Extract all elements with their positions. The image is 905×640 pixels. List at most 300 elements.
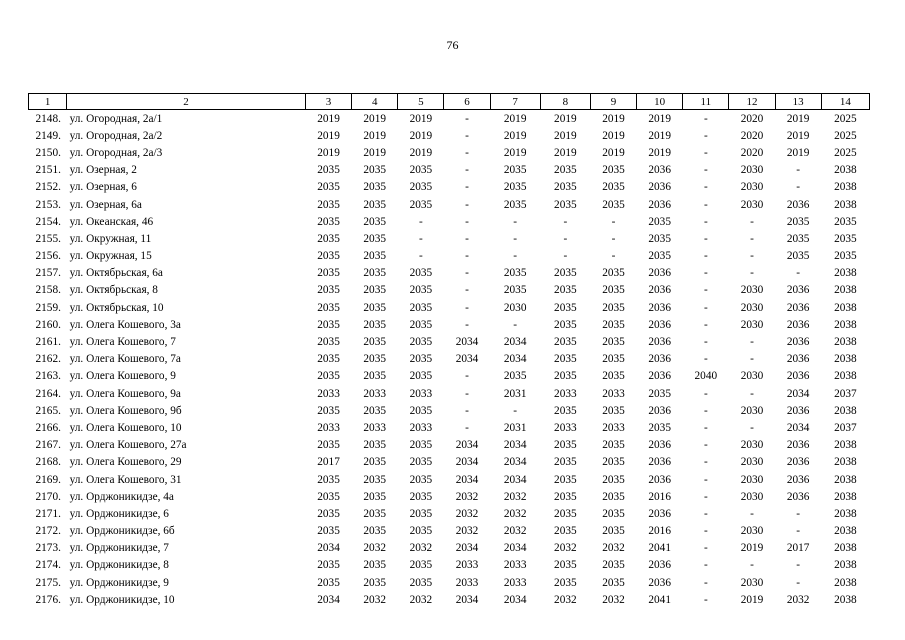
year-cell: - <box>750 215 754 228</box>
year-cell: 2035 <box>317 439 340 452</box>
year-cell: - <box>703 490 708 503</box>
address-cell: ул. Орджоникидзе, 6 <box>69 507 169 520</box>
year-cell: 2035 <box>363 164 386 177</box>
year-cell: 2036 <box>648 404 671 417</box>
register-table <box>28 93 870 608</box>
year-cell: 2035 <box>409 404 433 417</box>
year-cell: 2035 <box>409 267 433 280</box>
row-number-cell: 2168. <box>35 456 61 469</box>
row-number-cell: 2176. <box>35 593 61 606</box>
table-row <box>29 574 870 591</box>
row-number-cell: 2154. <box>35 215 61 228</box>
year-cell: 2035 <box>409 318 433 331</box>
column-header-10: 10 <box>637 94 683 110</box>
year-cell: 2025 <box>834 146 857 159</box>
year-cell: 2034 <box>503 593 527 606</box>
year-cell: 2035 <box>786 250 810 263</box>
address-cell: ул. Олега Кошевого, 29 <box>69 456 182 469</box>
year-cell: - <box>796 525 801 538</box>
address-cell: ул. Олега Кошевого, 7а <box>69 353 181 366</box>
year-cell: 2036 <box>786 456 810 469</box>
year-cell: - <box>703 559 708 572</box>
row-number-cell: 2170. <box>35 490 61 503</box>
year-cell: 2035 <box>834 215 857 228</box>
row-number-cell: 2169. <box>35 473 61 486</box>
year-cell: 2019 <box>317 112 340 125</box>
year-cell: 2036 <box>648 507 671 520</box>
year-cell: 2035 <box>317 370 340 383</box>
table-row <box>29 248 870 265</box>
year-cell: - <box>703 250 708 263</box>
table-row <box>29 540 870 557</box>
address-cell: ул. Озерная, 2 <box>69 164 137 177</box>
year-cell: - <box>465 421 469 434</box>
table-row <box>29 402 870 419</box>
year-cell: 2035 <box>602 507 625 520</box>
year-cell: 2038 <box>834 507 857 520</box>
year-cell: 2035 <box>363 318 386 331</box>
address-cell: ул. Олега Кошевого, 31 <box>69 473 182 486</box>
year-cell: 2019 <box>409 112 433 125</box>
year-cell: 2035 <box>602 370 625 383</box>
row-number-cell: 2166. <box>35 421 61 434</box>
table-row <box>29 505 870 522</box>
year-cell: 2033 <box>554 421 577 434</box>
table-row <box>29 454 870 471</box>
year-cell: 2035 <box>363 559 386 572</box>
address-cell: ул. Орджоникидзе, 8 <box>69 559 169 572</box>
address-cell: ул. Орджоникидзе, 10 <box>69 593 175 606</box>
address-cell: ул. Олега Кошевого, 10 <box>69 421 182 434</box>
address-cell: ул. Озерная, 6 <box>69 181 137 194</box>
row-number-cell: 2153. <box>35 198 61 211</box>
year-cell: 2035 <box>602 181 625 194</box>
table-row <box>29 419 870 436</box>
year-cell: 2035 <box>554 404 577 417</box>
year-cell: 2038 <box>834 164 857 177</box>
year-cell: 2035 <box>317 318 340 331</box>
row-number-cell: 2149. <box>35 129 61 142</box>
year-cell: 2030 <box>740 490 764 503</box>
column-header-11: 11 <box>683 94 729 110</box>
year-cell: 2035 <box>648 250 671 263</box>
year-cell: 2020 <box>740 129 764 142</box>
year-cell: - <box>703 525 708 538</box>
year-cell: 2032 <box>363 542 386 555</box>
year-cell: 2034 <box>455 439 479 452</box>
year-cell: - <box>513 250 518 263</box>
table-body <box>29 110 870 609</box>
year-cell: 2035 <box>503 267 527 280</box>
year-cell: 2035 <box>554 284 577 297</box>
column-header-12: 12 <box>729 94 775 110</box>
column-header-7: 7 <box>490 94 540 110</box>
year-cell: - <box>750 353 754 366</box>
row-number-cell: 2167. <box>35 439 61 452</box>
year-cell: 2033 <box>602 421 625 434</box>
year-cell: 2035 <box>363 576 386 589</box>
year-cell: 2036 <box>648 318 671 331</box>
year-cell: 2034 <box>317 542 340 555</box>
column-header-3: 3 <box>305 94 351 110</box>
column-header-5: 5 <box>398 94 444 110</box>
year-cell: 2035 <box>409 164 433 177</box>
year-cell: 2033 <box>317 421 340 434</box>
address-cell: ул. Окружная, 15 <box>69 250 152 263</box>
year-cell: 2038 <box>834 301 857 314</box>
row-number-cell: 2164. <box>35 387 61 400</box>
row-number-cell: 2161. <box>35 336 61 349</box>
row-number-cell: 2160. <box>35 318 61 331</box>
year-cell: 2034 <box>503 456 527 469</box>
address-cell: ул. Октябрьская, 6а <box>69 267 163 280</box>
year-cell: 2035 <box>503 181 527 194</box>
address-cell: ул. Олега Кошевого, 9а <box>69 387 181 400</box>
year-cell: 2035 <box>554 576 577 589</box>
year-cell: 2036 <box>786 284 810 297</box>
year-cell: 2035 <box>554 370 577 383</box>
year-cell: 2019 <box>503 129 527 142</box>
year-cell: 2035 <box>363 490 386 503</box>
year-cell: 2035 <box>602 318 625 331</box>
year-cell: 2035 <box>602 267 625 280</box>
year-cell: 2035 <box>409 198 433 211</box>
year-cell: 2032 <box>503 525 527 538</box>
year-cell: 2036 <box>786 336 810 349</box>
year-cell: 2035 <box>363 232 386 245</box>
year-cell: - <box>465 112 469 125</box>
year-cell: 2036 <box>648 336 671 349</box>
year-cell: 2038 <box>834 456 857 469</box>
year-cell: 2035 <box>602 525 625 538</box>
table-row <box>29 213 870 230</box>
year-cell: 2030 <box>740 576 764 589</box>
year-cell: 2034 <box>455 353 479 366</box>
table-row <box>29 230 870 247</box>
year-cell: 2036 <box>786 198 810 211</box>
year-cell: 2035 <box>554 559 577 572</box>
address-cell: ул. Огородная, 2а/2 <box>69 129 163 142</box>
year-cell: 2035 <box>409 473 433 486</box>
row-number-cell: 2171. <box>35 507 61 520</box>
year-cell: 2019 <box>602 112 625 125</box>
year-cell: - <box>750 421 754 434</box>
year-cell: 2035 <box>602 301 625 314</box>
year-cell: 2035 <box>602 353 625 366</box>
year-cell: 2030 <box>740 198 764 211</box>
year-cell: 2035 <box>363 370 386 383</box>
year-cell: 2035 <box>602 456 625 469</box>
year-cell: 2034 <box>503 353 527 366</box>
year-cell: 2033 <box>554 387 577 400</box>
year-cell: - <box>465 267 469 280</box>
year-cell: 2035 <box>363 507 386 520</box>
year-cell: 2033 <box>503 576 527 589</box>
year-cell: 2035 <box>554 353 577 366</box>
year-cell: 2019 <box>317 129 340 142</box>
address-cell: ул. Окружная, 11 <box>69 232 152 245</box>
table-row <box>29 179 870 196</box>
year-cell: 2038 <box>834 542 857 555</box>
year-cell: 2036 <box>648 456 671 469</box>
year-cell: - <box>703 215 708 228</box>
year-cell: 2025 <box>834 129 857 142</box>
year-cell: 2035 <box>409 559 433 572</box>
year-cell: 2036 <box>786 404 810 417</box>
year-cell: 2035 <box>317 336 340 349</box>
table-row <box>29 282 870 299</box>
year-cell: 2033 <box>455 576 479 589</box>
row-number-cell: 2148. <box>35 112 61 125</box>
year-cell: - <box>796 181 801 194</box>
year-cell: 2019 <box>786 129 810 142</box>
address-cell: ул. Олега Кошевого, 3а <box>69 318 181 331</box>
year-cell: 2035 <box>602 336 625 349</box>
year-cell: - <box>796 164 801 177</box>
year-cell: 2038 <box>834 473 857 486</box>
year-cell: 2035 <box>648 421 671 434</box>
year-cell: 2032 <box>409 542 433 555</box>
year-cell: 2025 <box>834 112 857 125</box>
year-cell: 2035 <box>317 232 340 245</box>
year-cell: 2019 <box>602 129 625 142</box>
year-cell: 2035 <box>554 164 577 177</box>
row-number-cell: 2159. <box>35 301 61 314</box>
year-cell: 2038 <box>834 353 857 366</box>
year-cell: 2019 <box>317 146 340 159</box>
column-header-14: 14 <box>821 94 869 110</box>
year-cell: 2035 <box>317 490 340 503</box>
year-cell: - <box>796 559 801 572</box>
year-cell: 2019 <box>554 112 577 125</box>
year-cell: 2030 <box>740 164 764 177</box>
year-cell: 2035 <box>554 507 577 520</box>
table-row <box>29 162 870 179</box>
table-row <box>29 299 870 316</box>
year-cell: - <box>703 284 708 297</box>
year-cell: 2038 <box>834 198 857 211</box>
year-cell: - <box>465 318 469 331</box>
year-cell: - <box>465 284 469 297</box>
year-cell: 2036 <box>786 318 810 331</box>
address-cell: ул. Октябрьская, 10 <box>69 301 164 314</box>
year-cell: 2038 <box>834 490 857 503</box>
year-cell: 2032 <box>602 542 625 555</box>
year-cell: 2035 <box>317 164 340 177</box>
year-cell: 2035 <box>554 473 577 486</box>
year-cell: - <box>513 404 518 417</box>
year-cell: 2038 <box>834 370 857 383</box>
year-cell: 2035 <box>554 336 577 349</box>
year-cell: - <box>465 404 469 417</box>
year-cell: 2036 <box>648 198 671 211</box>
year-cell: - <box>513 318 518 331</box>
year-cell: 2035 <box>363 198 386 211</box>
year-cell: 2037 <box>834 421 857 434</box>
year-cell: 2035 <box>554 525 577 538</box>
year-cell: 2038 <box>834 576 857 589</box>
year-cell: 2020 <box>740 112 764 125</box>
table-row <box>29 591 870 608</box>
year-cell: 2019 <box>602 146 625 159</box>
year-cell: 2035 <box>317 353 340 366</box>
year-cell: 2030 <box>740 370 764 383</box>
year-cell: - <box>703 473 708 486</box>
year-cell: - <box>465 164 469 177</box>
year-cell: 2019 <box>363 112 386 125</box>
year-cell: 2035 <box>503 164 527 177</box>
year-cell: 2036 <box>648 576 671 589</box>
year-cell: 2035 <box>409 490 433 503</box>
row-number-cell: 2163. <box>35 370 61 383</box>
year-cell: - <box>513 215 518 228</box>
year-cell: 2016 <box>648 525 671 538</box>
year-cell: 2035 <box>409 525 433 538</box>
year-cell: 2019 <box>554 146 577 159</box>
year-cell: 2035 <box>554 318 577 331</box>
column-header-1: 1 <box>29 94 67 110</box>
table-row <box>29 488 870 505</box>
year-cell: - <box>703 232 708 245</box>
year-cell: - <box>418 232 423 245</box>
year-cell: 2038 <box>834 525 857 538</box>
year-cell: 2019 <box>786 112 810 125</box>
table-row <box>29 351 870 368</box>
year-cell: 2034 <box>455 473 479 486</box>
row-number-cell: 2174. <box>35 559 61 572</box>
year-cell: 2017 <box>786 542 810 555</box>
year-cell: 2035 <box>554 490 577 503</box>
address-cell: ул. Огородная, 2а/3 <box>69 146 163 159</box>
address-cell: ул. Орджоникидзе, 6б <box>69 525 175 538</box>
year-cell: 2038 <box>834 404 857 417</box>
year-cell: - <box>611 250 616 263</box>
table-row <box>29 316 870 333</box>
year-cell: 2035 <box>317 284 340 297</box>
address-cell: ул. Огородная, 2а/1 <box>69 112 163 125</box>
year-cell: - <box>563 232 568 245</box>
year-cell: 2035 <box>317 525 340 538</box>
row-number-cell: 2151. <box>35 164 61 177</box>
year-cell: 2035 <box>409 301 433 314</box>
year-cell: 2030 <box>740 473 764 486</box>
year-cell: - <box>703 542 708 555</box>
year-cell: 2035 <box>363 301 386 314</box>
year-cell: - <box>703 439 708 452</box>
year-cell: - <box>750 559 754 572</box>
year-cell: 2033 <box>503 559 527 572</box>
row-number-cell: 2156. <box>35 250 61 263</box>
year-cell: 2035 <box>834 250 857 263</box>
table-row <box>29 368 870 385</box>
address-cell: ул. Октябрьская, 8 <box>69 284 158 297</box>
table-row <box>29 265 870 282</box>
year-cell: 2038 <box>834 181 857 194</box>
year-cell: 2035 <box>786 215 810 228</box>
year-cell: 2035 <box>363 525 386 538</box>
year-cell: 2019 <box>648 129 671 142</box>
table-row <box>29 333 870 350</box>
year-cell: 2035 <box>363 215 386 228</box>
year-cell: 2034 <box>503 439 527 452</box>
year-cell: 2019 <box>503 146 527 159</box>
year-cell: 2033 <box>317 387 340 400</box>
table-row <box>29 557 870 574</box>
year-cell: 2036 <box>648 370 671 383</box>
year-cell: - <box>703 576 708 589</box>
year-cell: 2033 <box>455 559 479 572</box>
year-cell: 2038 <box>834 439 857 452</box>
year-cell: - <box>465 370 469 383</box>
year-cell: 2019 <box>740 542 764 555</box>
year-cell: 2037 <box>834 387 857 400</box>
year-cell: 2034 <box>455 542 479 555</box>
year-cell: 2036 <box>648 473 671 486</box>
year-cell: 2038 <box>834 318 857 331</box>
year-cell: 2038 <box>834 336 857 349</box>
year-cell: 2019 <box>786 146 810 159</box>
year-cell: 2035 <box>409 353 433 366</box>
year-cell: 2019 <box>648 112 671 125</box>
year-cell: 2035 <box>317 267 340 280</box>
year-cell: 2032 <box>409 593 433 606</box>
year-cell: 2032 <box>554 593 577 606</box>
year-cell: - <box>750 232 754 245</box>
year-cell: 2035 <box>317 250 340 263</box>
year-cell: 2035 <box>503 370 527 383</box>
year-cell: 2035 <box>409 181 433 194</box>
address-cell: ул. Олега Кошевого, 7 <box>69 336 176 349</box>
year-cell: 2035 <box>554 267 577 280</box>
year-cell: 2035 <box>363 473 386 486</box>
year-cell: 2035 <box>317 559 340 572</box>
year-cell: 2038 <box>834 267 857 280</box>
year-cell: 2035 <box>409 370 433 383</box>
year-cell: 2036 <box>648 284 671 297</box>
year-cell: - <box>703 593 708 606</box>
year-cell: - <box>703 336 708 349</box>
year-cell: 2038 <box>834 284 857 297</box>
column-header-2: 2 <box>67 94 306 110</box>
address-cell: ул. Олега Кошевого, 9 <box>69 370 176 383</box>
year-cell: 2020 <box>740 146 764 159</box>
year-cell: 2031 <box>503 387 527 400</box>
year-cell: - <box>563 250 568 263</box>
year-cell: 2035 <box>317 181 340 194</box>
year-cell: 2040 <box>694 370 718 383</box>
table-row <box>29 523 870 540</box>
column-header-13: 13 <box>775 94 821 110</box>
year-cell: - <box>465 215 469 228</box>
year-cell: 2035 <box>317 404 340 417</box>
row-number-cell: 2172. <box>35 525 61 538</box>
year-cell: 2034 <box>503 473 527 486</box>
year-cell: - <box>703 267 708 280</box>
year-cell: 2035 <box>554 198 577 211</box>
year-cell: - <box>703 112 708 125</box>
year-cell: 2019 <box>363 129 386 142</box>
year-cell: 2036 <box>786 473 810 486</box>
year-cell: - <box>703 456 708 469</box>
year-cell: 2041 <box>648 542 671 555</box>
year-cell: 2033 <box>363 387 386 400</box>
year-cell: 2035 <box>602 559 625 572</box>
year-cell: - <box>465 387 469 400</box>
year-cell: 2035 <box>554 456 577 469</box>
year-cell: 2033 <box>409 421 433 434</box>
year-cell: 2035 <box>503 198 527 211</box>
year-cell: 2035 <box>554 439 577 452</box>
